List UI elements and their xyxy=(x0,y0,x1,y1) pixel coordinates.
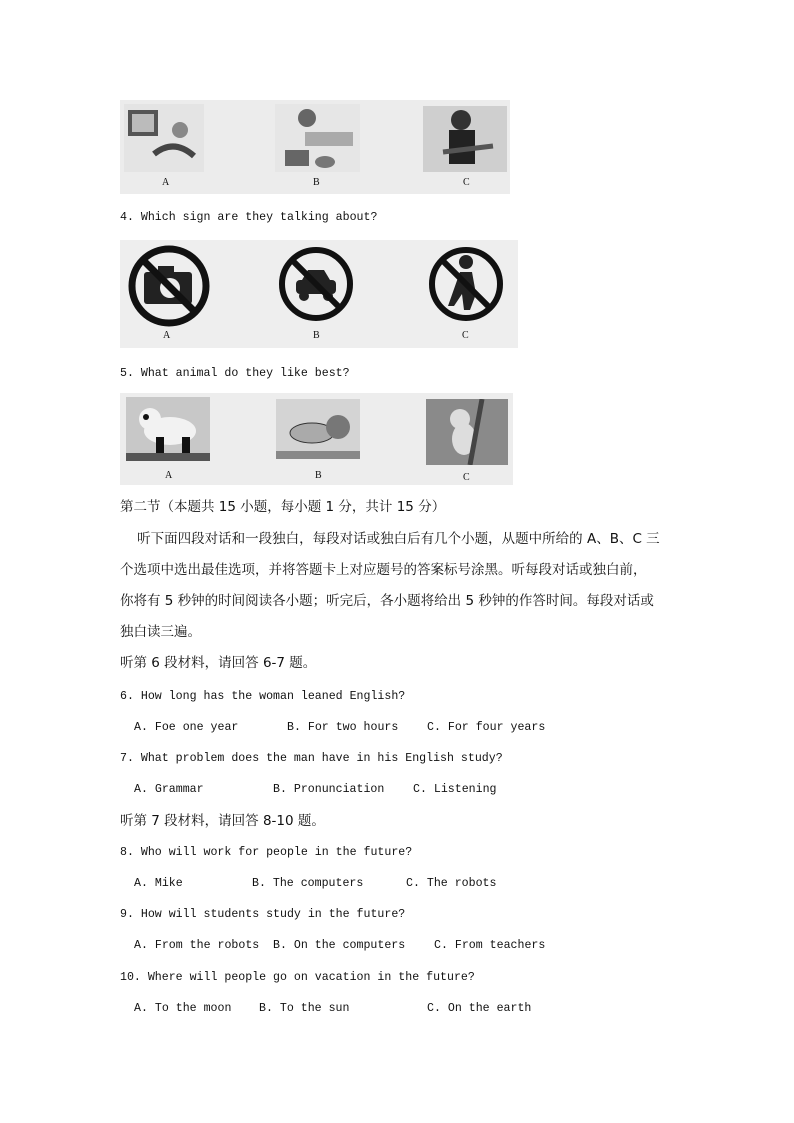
label-a: A xyxy=(163,330,171,341)
label-c: C xyxy=(462,330,469,341)
picture-b-lion xyxy=(276,399,360,459)
option-c: C. Listening xyxy=(413,783,497,796)
label-b: B xyxy=(315,470,322,481)
question-6: 6. How long has the woman leaned English? xyxy=(120,690,406,703)
material-6-heading: 听第 6 段材料，请回答 6-7 题。 xyxy=(120,655,317,671)
question-7: 7. What problem does the man have in his English study? xyxy=(120,752,503,765)
picture-c-koala xyxy=(426,399,508,465)
label-c: C xyxy=(463,177,470,188)
q3-image-strip xyxy=(120,100,510,194)
label-c: C xyxy=(463,472,470,483)
option-c: C. On the earth xyxy=(427,1002,532,1015)
instructions-line: 独白读三遍。 xyxy=(120,624,201,640)
question-10: 10. Where will people go on vacation in the future? xyxy=(120,971,475,984)
option-c: C. The robots xyxy=(406,877,497,890)
picture-b-boy-studying xyxy=(275,104,360,172)
q4-sign-strip xyxy=(120,240,518,348)
no-car-sign-icon xyxy=(276,244,356,324)
label-b: B xyxy=(313,177,320,188)
option-a: A. Grammar xyxy=(134,783,204,796)
question-5: 5. What animal do they like best? xyxy=(120,367,350,380)
no-walking-sign-icon xyxy=(426,244,506,324)
label-a: A xyxy=(165,470,173,481)
option-b: B. Pronunciation xyxy=(273,783,385,796)
section-heading: 第二节（本题共 15 小题，每小题 1 分，共计 15 分） xyxy=(120,499,446,515)
picture-a-boy-watching-tv xyxy=(124,104,204,172)
label-a: A xyxy=(162,177,170,188)
material-7-heading: 听第 7 段材料，请回答 8-10 题。 xyxy=(120,813,325,829)
option-a: A. Mike xyxy=(134,877,183,890)
option-c: C. From teachers xyxy=(434,939,546,952)
option-c: C. For four years xyxy=(427,721,546,734)
picture-a-panda xyxy=(126,397,210,461)
option-b: B. The computers xyxy=(252,877,364,890)
option-b: B. On the computers xyxy=(273,939,406,952)
question-4: 4. Which sign are they talking about? xyxy=(120,211,378,224)
instructions-line: 你将有 5 秒钟的时间阅读各小题；听完后，各小题将给出 5 秒钟的作答时间。每段对话或 xyxy=(120,593,654,609)
instructions-line: 个选项中选出最佳选项，并将答题卡上对应题号的答案标号涂黑。听每段对话或独白前， xyxy=(120,562,647,578)
option-a: A. Foe one year xyxy=(134,721,239,734)
instructions-line: 听下面四段对话和一段独白，每段对话或独白后有几个小题，从题中所给的 A、B、C 三 xyxy=(120,531,660,547)
question-8: 8. Who will work for people in the future? xyxy=(120,846,413,859)
option-a: A. From the robots xyxy=(134,939,260,952)
option-b: B. To the sun xyxy=(259,1002,350,1015)
no-camera-sign-icon xyxy=(126,244,212,328)
option-a: A. To the moon xyxy=(134,1002,232,1015)
question-9: 9. How will students study in the future? xyxy=(120,908,406,921)
option-b: B. For two hours xyxy=(287,721,399,734)
picture-c-man-playing-guitar xyxy=(423,106,507,172)
q5-animal-strip xyxy=(120,393,513,485)
label-b: B xyxy=(313,330,320,341)
